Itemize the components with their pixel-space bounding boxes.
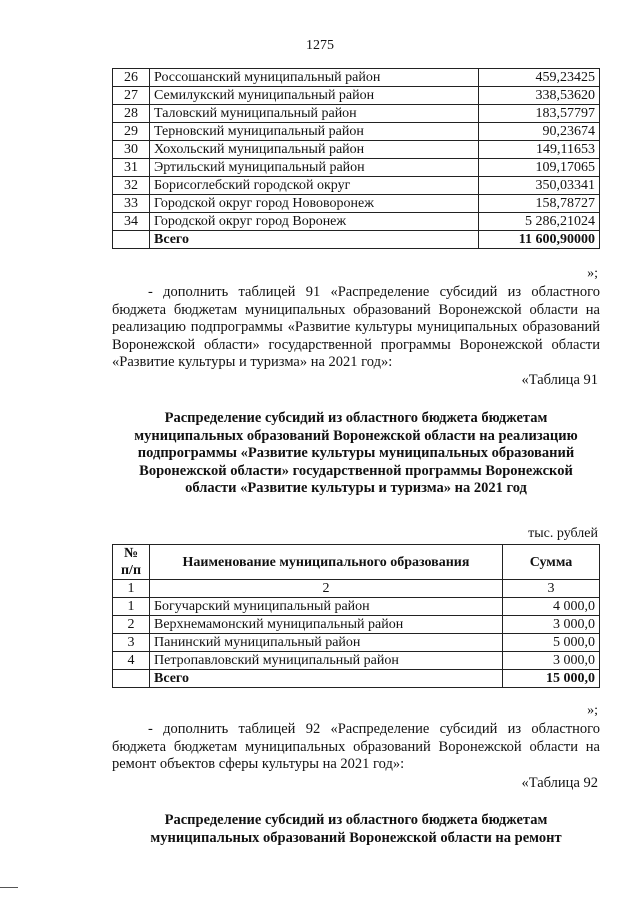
row-number: 27 xyxy=(113,87,150,105)
subsidy-amount: 90,23674 xyxy=(479,123,600,141)
subsidy-amount: 3 000,0 xyxy=(503,616,600,634)
row-number: 32 xyxy=(113,177,150,195)
municipality-name: Семилукский муниципальный район xyxy=(150,87,479,105)
table-92-heading: Распределение субсидий из областного бюджета бюджетам муниципальных образований Воронежской области на ремонт xyxy=(150,812,562,846)
municipality-name: Панинский муниципальный район xyxy=(150,634,503,652)
subsidy-amount: 158,78727 xyxy=(479,195,600,213)
colnum-1: 1 xyxy=(113,580,150,598)
municipality-name: Городской округ город Воронеж xyxy=(150,213,479,231)
table-row xyxy=(113,87,600,105)
table-91-heading: Распределение субсидий из областного бюджета бюджетам муниципальных образований Воронежской области на реализацию подпрограммы «Развитие культуры муниципальных образований Воронежской области» государственной программы Воронежской области «Развитие культуры и туризма» на 2021 год xyxy=(134,410,578,496)
row-number: 33 xyxy=(113,195,150,213)
table-91-header-row xyxy=(113,545,600,580)
units-label: тыс. рублей xyxy=(528,526,598,541)
table-91 xyxy=(112,544,600,688)
municipality-name: Таловский муниципальный район xyxy=(150,105,479,123)
row-number: 4 xyxy=(113,652,150,670)
header-sum: Сумма xyxy=(503,545,600,580)
amendment-text-92: - дополнить таблицей 92 «Распределение субсидий из областного бюджета бюджетам муниципальных образований Воронежской области на ремонт объектов сферы культуры на 2021 год»: xyxy=(112,721,600,772)
municipality-name: Петропавловский муниципальный район xyxy=(150,652,503,670)
subsidy-amount: 183,57797 xyxy=(479,105,600,123)
row-number: 28 xyxy=(113,105,150,123)
subsidy-amount: 109,17065 xyxy=(479,159,600,177)
municipality-name: Богучарский муниципальный район xyxy=(150,598,503,616)
subsidy-amount: 5 000,0 xyxy=(503,634,600,652)
row-number: 30 xyxy=(113,141,150,159)
closing-quote-2: »; xyxy=(587,703,598,718)
table-row xyxy=(113,105,600,123)
row-number: 34 xyxy=(113,213,150,231)
subsidy-amount: 5 286,21024 xyxy=(479,213,600,231)
page-number: 1275 xyxy=(306,38,334,53)
table-row xyxy=(113,69,600,87)
row-number: 29 xyxy=(113,123,150,141)
total-value: 15 000,0 xyxy=(503,670,600,688)
total-empty-cell xyxy=(113,231,150,249)
table-row xyxy=(113,159,600,177)
amendment-paragraph-91 xyxy=(112,284,600,372)
header-name: Наименование муниципального образования xyxy=(150,545,503,580)
table-row xyxy=(113,652,600,670)
amendment-paragraph-92 xyxy=(112,721,600,774)
amendment-text-91: - дополнить таблицей 91 «Распределение субсидий из областного бюджета бюджетам муниципальных образований Воронежской области на реализацию подпрограммы «Развитие культуры муниципальных образований Воронежской области» государственной программы Воронежской области «Развитие культуры и туризма» на 2021 год»: xyxy=(112,284,600,370)
total-value: 11 600,90000 xyxy=(479,231,600,249)
table-row xyxy=(113,634,600,652)
municipality-name: Эртильский муниципальный район xyxy=(150,159,479,177)
table-92-reference: «Таблица 92 xyxy=(521,775,598,791)
municipality-name: Верхнемамонский муниципальный район xyxy=(150,616,503,634)
municipality-name: Россошанский муниципальный район xyxy=(150,69,479,87)
table-row xyxy=(113,195,600,213)
municipality-name: Городской округ город Нововоронеж xyxy=(150,195,479,213)
municipality-name: Терновский муниципальный район xyxy=(150,123,479,141)
subsidy-amount: 338,53620 xyxy=(479,87,600,105)
subsidy-amount: 3 000,0 xyxy=(503,652,600,670)
total-label: Всего xyxy=(150,231,479,249)
subsidy-amount: 149,11653 xyxy=(479,141,600,159)
subsidy-amount: 459,23425 xyxy=(479,69,600,87)
table-row xyxy=(113,213,600,231)
municipality-name: Борисоглебский городской округ xyxy=(150,177,479,195)
total-label: Всего xyxy=(150,670,503,688)
subsidy-amount: 350,03341 xyxy=(479,177,600,195)
municipality-name: Хохольский муниципальный район xyxy=(150,141,479,159)
table-row xyxy=(113,598,600,616)
row-number: 26 xyxy=(113,69,150,87)
table-row xyxy=(113,123,600,141)
row-number: 31 xyxy=(113,159,150,177)
total-row xyxy=(113,670,600,688)
table-row xyxy=(113,177,600,195)
colnum-2: 2 xyxy=(150,580,503,598)
table-91-colnum-row xyxy=(113,580,600,598)
subsidy-table-continuation xyxy=(112,68,600,249)
closing-quote-1: »; xyxy=(587,266,598,281)
total-empty-cell xyxy=(113,670,150,688)
row-number: 2 xyxy=(113,616,150,634)
row-number: 3 xyxy=(113,634,150,652)
header-num: № п/п xyxy=(113,545,150,580)
total-row xyxy=(113,231,600,249)
subsidy-amount: 4 000,0 xyxy=(503,598,600,616)
colnum-3: 3 xyxy=(503,580,600,598)
table-91-reference: «Таблица 91 xyxy=(521,372,598,388)
row-number: 1 xyxy=(113,598,150,616)
footer-line xyxy=(0,887,18,888)
table-row xyxy=(113,616,600,634)
table-row xyxy=(113,141,600,159)
